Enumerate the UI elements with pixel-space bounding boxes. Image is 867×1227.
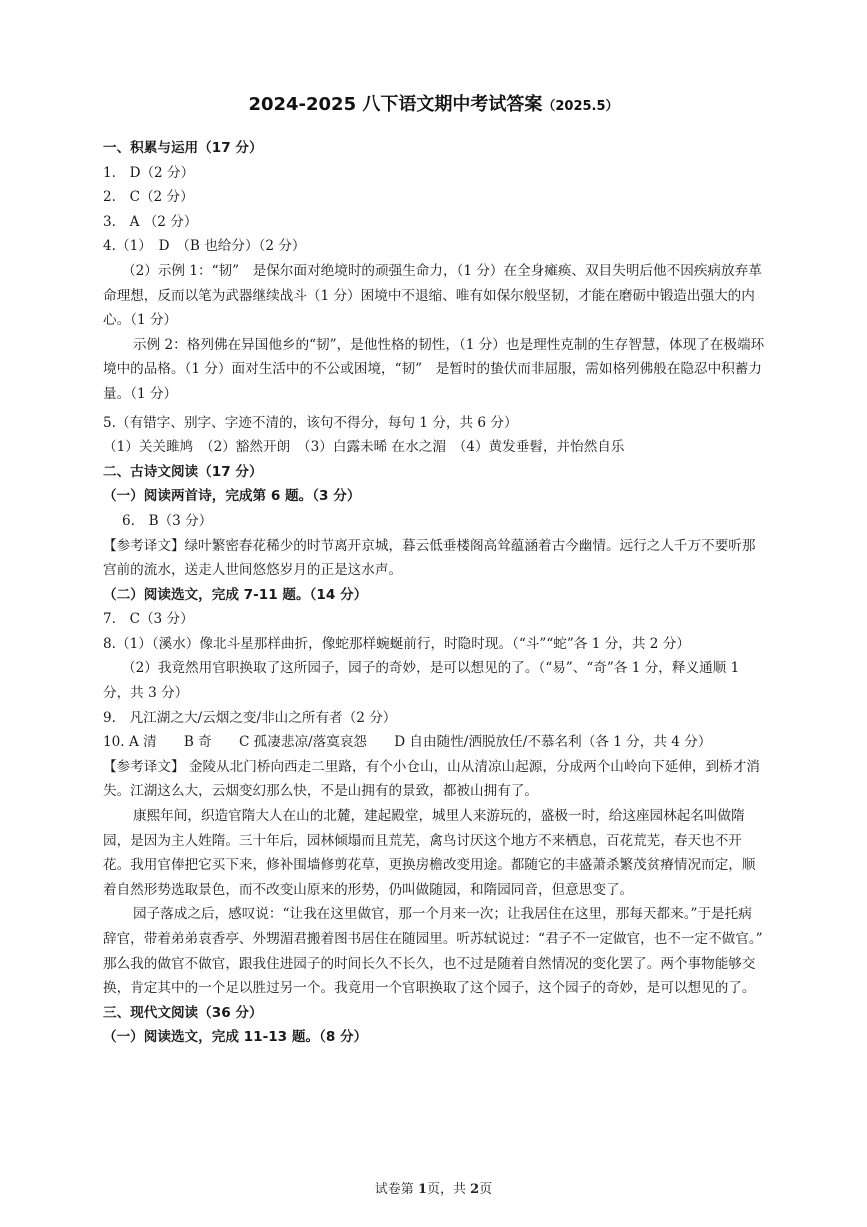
- answer-line: 7. C（3 分）: [103, 611, 194, 628]
- title-main: 2024-2025 八下语文期中考试答案: [248, 94, 543, 115]
- footer-suffix: 页: [479, 1182, 493, 1197]
- answer-line: 6. B（3 分）: [122, 512, 213, 529]
- answer-line: 5.（有错字、别字、字迹不清的，该句不得分，每句 1 分，共 6 分）: [103, 414, 518, 431]
- page-title: [0, 90, 867, 116]
- answer-line: 10. A 清 B 奇 C 孤凄悲凉/落寞哀怨 D 自由随性/洒脱放任/不慕名利（各 1 分，共 4 分）: [103, 734, 712, 751]
- answer-line: 8.（1）（溪水）像北斗星那样曲折，像蛇那样蜿蜒前行，时隐时现。（“斗”“蛇”各 1 分，共 2 分）: [103, 635, 690, 652]
- answer-line: 2. C（2 分）: [103, 189, 194, 206]
- answer-line: 1. D（2 分）: [103, 164, 195, 181]
- answer-line: 【参考译文】绿叶繁密春花稀少的时节离开京城，暮云低垂楼阁高耸蕴涵着古今幽情。远行之人千万不要听那宫前的流水，送走人世间悠悠岁月的正是这水声。: [103, 537, 756, 579]
- paragraph: （2）我竟然用官职换取了这所园子，园子的奇妙，是可以想见的了。（“易”、“奇”各 1 分，释义通顺 1 分，共 3 分）: [103, 660, 740, 702]
- answer-line: 3. A （2 分）: [103, 213, 198, 230]
- answer-content: [103, 136, 765, 1050]
- section-heading: 二、古诗文阅读（17 分）: [103, 463, 263, 480]
- footer-total-pages: 2: [470, 1182, 480, 1197]
- paragraph: 园子落成之后，感叹说：“让我在这里做官，那一个月来一次；让我居住在这里，那每天都来。”于是托病辞官，带着弟弟袁香亭、外甥湄君搬着图书居住在随园里。听苏轼说过：“君子不一定做官，也不一定不做官。” 那么我的做官不做官，跟我住进园子的时间长久不长久，也不过是随着自然情况的变化罢了。两个事物能够交换，肯定其中的一个足以胜过另一个。我竟用一个官职换取了这个园子，这个园子的奇妙，是可以想见的了。: [103, 906, 763, 997]
- answer-line: （1）关关雎鸠 （2）豁然开朗 （3）白露未晞 在水之湄 （4）黄发垂髫，并怡然自乐: [103, 439, 625, 456]
- answer-line: 4.（1） D （B 也给分）（2 分）: [103, 238, 306, 255]
- section-heading: （二）阅读选文，完成 7-11 题。（14 分）: [103, 586, 368, 603]
- section-heading: 一、积累与运用（17 分）: [103, 140, 263, 156]
- title-date: （2025.5）: [542, 99, 619, 114]
- footer-middle: 页，共: [426, 1182, 471, 1197]
- section-heading: 三、现代文阅读（36 分）: [103, 1004, 263, 1021]
- section-heading: （一）阅读两首诗，完成第 6 题。（3 分）: [103, 488, 361, 505]
- paragraph: 示例 2：格列佛在异国他乡的“韧”，是他性格的韧性，（1 分）也是理性克制的生存智慧，体现了在极端环境中的品格。（1 分）面对生活中的不公或困境，“韧” 是暂时的蛰伏而非屈服，需如格列佛般在隐忍中积蓄力量。（1 分）: [103, 336, 765, 402]
- paragraph: 康熙年间，织造官隋大人在山的北麓，建起殿堂，城里人来游玩的，盛极一时，给这座园林起名叫做隋园，是因为主人姓隋。三十年后，园林倾塌而且荒芜，禽鸟讨厌这个地方不来栖息，百花荒芜，春天也不开花。我用官俸把它买下来，修补围墙修剪花草，更换房檐改变用途。都随它的丰盛萧杀繁茂贫瘠情况而定，顺着自然形势选取景色，而不改变山原来的形势，仍叫做随园，和隋园同音，但意思变了。: [103, 808, 756, 898]
- footer-prefix: 试卷第: [374, 1182, 418, 1197]
- page-footer: [0, 1178, 867, 1197]
- answer-line: 9. 凡江湖之大/云烟之变/非山之所有者（2 分）: [103, 709, 397, 726]
- answer-line: 【参考译文】 金陵从北门桥向西走二里路，有个小仓山，山从清凉山起源，分成两个山岭向下延伸，到桥才消失。江湖这么大，云烟变幻那么快，不是山拥有的景致，都被山拥有了。: [103, 758, 760, 800]
- section-heading: （一）阅读选文，完成 11-13 题。（8 分）: [103, 1029, 368, 1046]
- footer-page-number: 1: [417, 1182, 427, 1197]
- paragraph: （2）示例 1：“韧” 是保尔面对绝境时的顽强生命力，（1 分）在全身瘫痪、双目失明后他不因疾病放弃革命理想，反而以笔为武器继续战斗（1 分）困境中不退缩、唯有如保尔般坚韧，才能在磨砺中锻造出强大的内心。（1 分）: [103, 262, 762, 329]
